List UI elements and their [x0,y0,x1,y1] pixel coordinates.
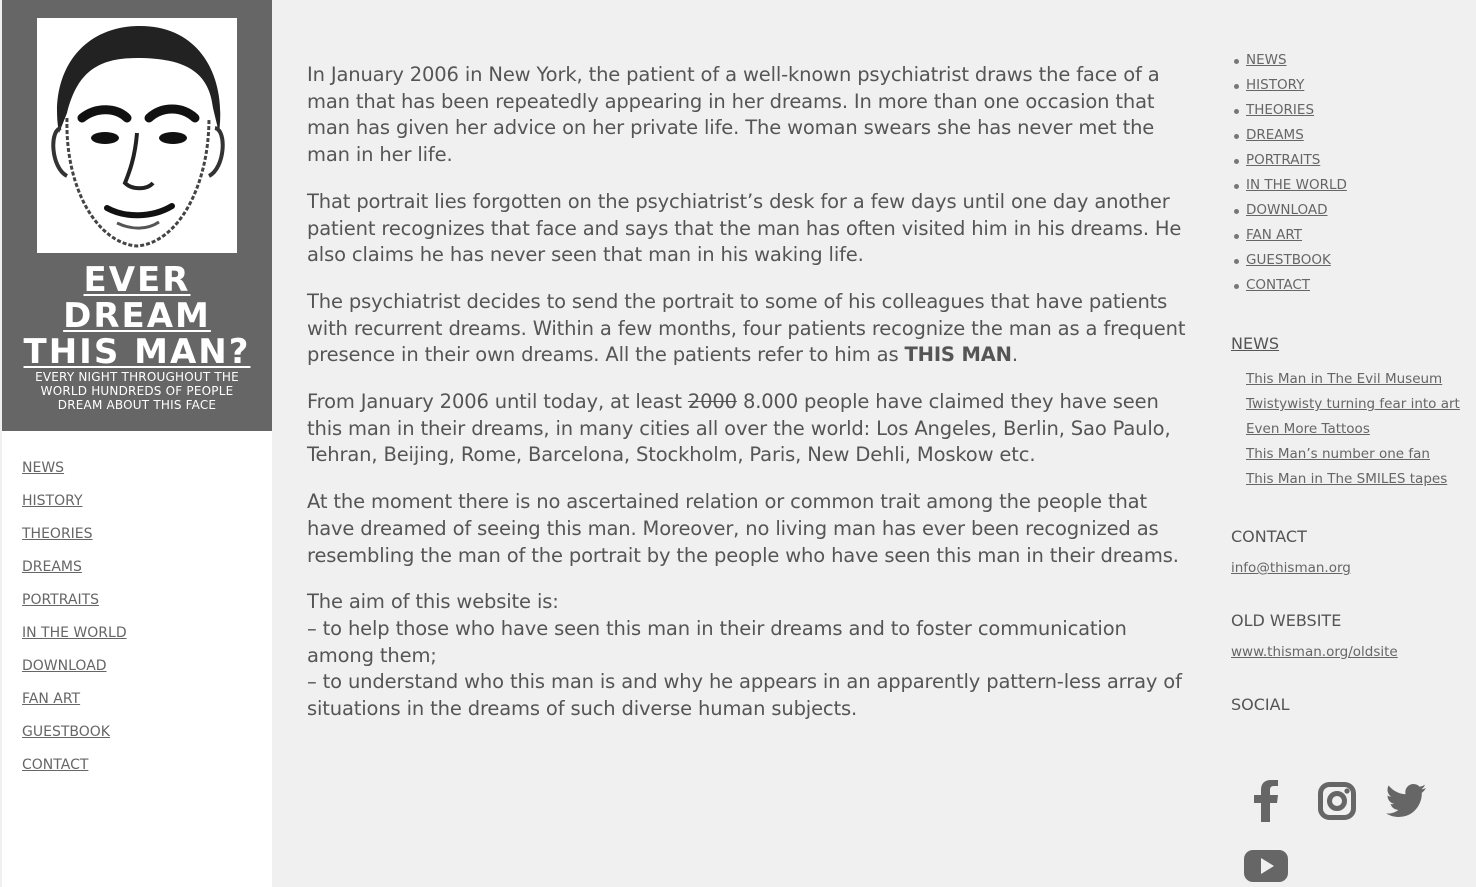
instagram-icon[interactable] [1318,782,1356,824]
aim-line-2: – to help those who have seen this man in their dreams and to foster communication among them; [307,616,1127,667]
right-nav-item [1231,73,1471,98]
sidebar-item-dreams[interactable]: DREAMS [22,559,82,575]
paragraph-2: That portrait lies forgotten on the psychiatrist’s desk for a few days until one day another patient recognizes that face and says that the man has often visited him in his dreams. He also claims he has never seen that man in his waking life. [307,189,1182,267]
sidebar-item-news[interactable]: NEWS [22,460,65,476]
news-widget-title[interactable]: NEWS [1231,334,1280,353]
list-item [1246,442,1471,467]
paragraph-4-rest: 8.000 people have claimed they have seen this man in their dreams, in many cities all over the world: Los Angeles, Berlin, Sao Paulo, Tehran, Beijing, Rome, Barcelona, Stockholm, Paris, New Dehli, Moskow etc. [307,390,1171,467]
sidebar-item-history[interactable]: HISTORY [22,493,83,509]
right-nav-portraits[interactable]: PORTRAITS [1246,152,1321,168]
old-website-link[interactable]: www.thisman.org/oldsite [1231,644,1398,660]
left-sidebar [2,0,272,887]
social-icons [1231,770,1471,887]
news-link[interactable]: This Man in The SMILES tapes [1246,471,1448,487]
right-nav-item [1231,148,1471,173]
this-man-portrait-image[interactable] [37,18,237,253]
paragraph-3-end: . [1011,343,1018,367]
site-title-line-1[interactable]: EVER [83,260,191,300]
sidebar-nav [22,452,127,782]
right-nav-item [1231,273,1471,298]
sidebar-item-in-the-world[interactable]: IN THE WORLD [22,625,127,641]
right-nav [1231,48,1471,298]
paragraph-6 [307,589,1187,723]
right-nav-item [1231,98,1471,123]
paragraph-4 [307,389,1187,469]
news-link[interactable]: This Man’s number one fan [1246,446,1430,462]
right-nav-in-the-world[interactable]: IN THE WORLD [1246,177,1347,193]
twitter-icon[interactable] [1386,784,1426,821]
youtube-icon[interactable] [1244,850,1288,886]
sidebar-item-contact[interactable]: CONTACT [22,757,89,773]
right-nav-fan-art[interactable]: FAN ART [1246,227,1303,243]
sidebar-item-portraits[interactable]: PORTRAITS [22,592,100,608]
contact-email-link[interactable]: info@thisman.org [1231,560,1351,576]
right-nav-download[interactable]: DOWNLOAD [1246,202,1328,218]
right-nav-item [1231,48,1471,73]
site-title[interactable] [2,262,272,370]
site-title-line-3[interactable]: THIS MAN? [23,332,251,372]
right-nav-guestbook[interactable]: GUESTBOOK [1246,252,1331,268]
aim-line-1: The aim of this website is: [307,590,559,614]
news-link[interactable]: Twistywisty turning fear into art [1246,396,1460,412]
paragraph-5: At the moment there is no ascertained relation or common trait among the people that have dreamed of seeing this man. Moreover, no living man has ever been recognized as resembling the man of the portrait by the people who have seen this man in their dreams. [307,490,1179,567]
aim-line-3: – to understand who this man is and why he appears in an apparently pattern-less array of situations in the dreams of such diverse human subjects. [307,670,1182,721]
sidebar-header [2,0,272,431]
list-item [1246,392,1471,417]
this-man-strong: THIS MAN [904,343,1012,367]
main-content [307,62,1187,743]
right-nav-item [1231,198,1471,223]
sidebar-item-download[interactable]: DOWNLOAD [22,658,107,674]
struck-number: 2000 [687,390,737,414]
right-nav-item [1231,173,1471,198]
news-link[interactable]: This Man in The Evil Museum [1246,371,1443,387]
news-link[interactable]: Even More Tattoos [1246,421,1370,437]
list-item [1246,467,1471,492]
list-item [1246,367,1471,392]
paragraph-4-start: From January 2006 until today, at least [307,390,688,414]
list-item [1246,417,1471,442]
contact-widget-title: CONTACT [1231,527,1307,546]
right-nav-item [1231,223,1471,248]
sidebar-item-fan-art[interactable]: FAN ART [22,691,81,707]
right-nav-history[interactable]: HISTORY [1246,77,1305,93]
site-tagline: EVERY NIGHT THROUGHOUT THE WORLD HUNDREDS OF PEOPLE DREAM ABOUT THIS FACE [35,370,239,412]
right-nav-news[interactable]: NEWS [1246,52,1287,68]
right-nav-item [1231,248,1471,273]
right-nav-item [1231,123,1471,148]
right-nav-dreams[interactable]: DREAMS [1246,127,1304,143]
right-sidebar [1231,48,1471,728]
right-nav-contact[interactable]: CONTACT [1246,277,1311,293]
paragraph-3 [307,289,1187,369]
paragraph-3-text: The psychiatrist decides to send the portrait to some of his colleagues that have patients with recurrent dreams. Within a few months, four patients recognize the man as a frequent presence in their own dreams. All the patients refer to him as [307,289,1186,367]
old-website-widget-title: OLD WEBSITE [1231,611,1342,630]
paragraph-1: In January 2006 in New York, the patient of a well-known psychiatrist draws the face of a man that has been repeatedly appearing in her dreams. In more than one occasion that man has given her advice on her private life. The woman swears she has never met the man in her life. [307,63,1160,167]
sidebar-item-guestbook[interactable]: GUESTBOOK [22,724,110,740]
news-list [1231,367,1471,492]
sidebar-item-theories[interactable]: THEORIES [22,526,93,542]
right-nav-theories[interactable]: THEORIES [1246,102,1315,118]
site-title-line-2[interactable]: DREAM [63,296,211,336]
social-widget-title: SOCIAL [1231,695,1290,714]
facebook-icon[interactable] [1253,780,1279,826]
